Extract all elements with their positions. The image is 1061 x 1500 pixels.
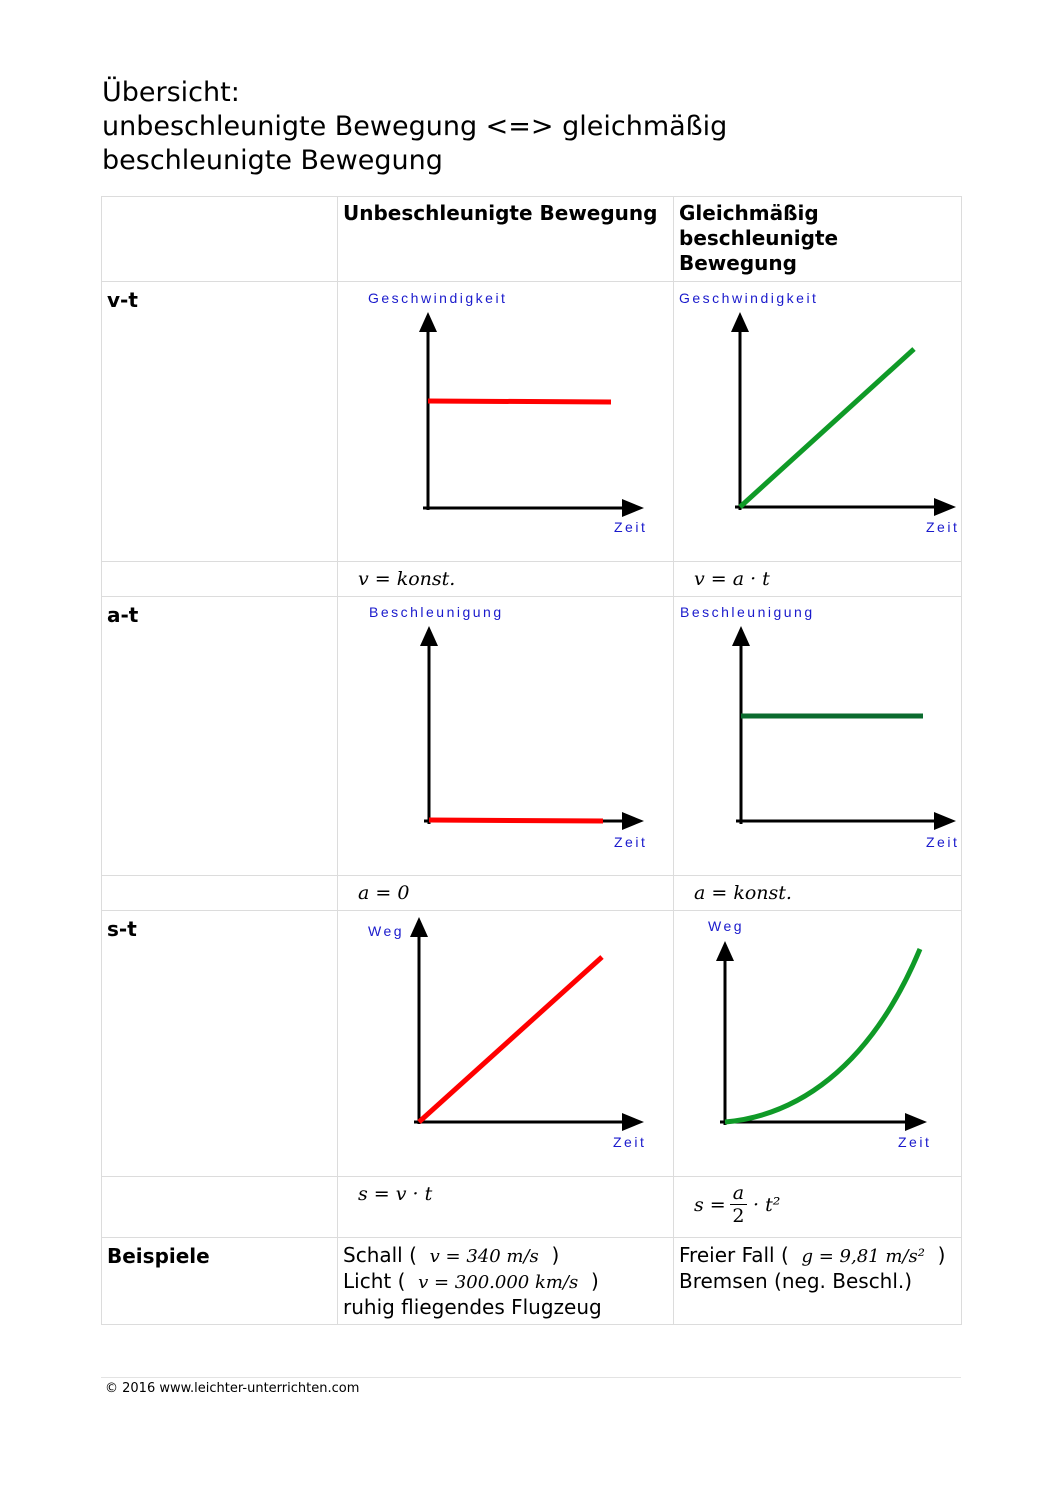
- corner-cell: [102, 197, 338, 282]
- y-axis-label: Weg: [368, 923, 405, 939]
- acceleration-line: [429, 820, 603, 821]
- st-formula-fraction: s = $\frac{a}{2}$ · t²: [694, 1182, 781, 1227]
- copyright-footer: © 2016 www.leichter-unterrichten.com: [105, 1381, 360, 1396]
- examples-row: [102, 1238, 962, 1325]
- st-graph-beschleunigt: [674, 911, 962, 1177]
- y-axis-arrow: [410, 917, 428, 937]
- example-flugzeug: ruhig fliegendes Flugzeug: [343, 1295, 602, 1319]
- at-graph-row: [102, 597, 962, 876]
- example-licht: Licht ( v = 300.000 km/s ): [343, 1269, 599, 1293]
- y-axis-arrow: [420, 626, 438, 646]
- x-axis-label: Zeit: [614, 519, 648, 535]
- x-axis-arrow: [905, 1113, 927, 1131]
- vt-graph-row: [102, 282, 962, 562]
- st-formula-row: [102, 1177, 962, 1238]
- example-bremsen: Bremsen (neg. Beschl.): [679, 1269, 913, 1293]
- at-formula-row: [102, 876, 962, 911]
- st-graph-row: [102, 911, 962, 1177]
- distance-line: [419, 957, 602, 1122]
- example-freier-fall: Freier Fall ( g = 9,81 m/s² ): [679, 1243, 946, 1267]
- vt-formula-row: [102, 562, 962, 597]
- x-axis-label: Zeit: [614, 834, 648, 850]
- x-axis-label: Zeit: [898, 1134, 932, 1150]
- st-formula-unbeschleunigt: s = v · t: [338, 1177, 674, 1238]
- page-title: [102, 76, 727, 178]
- x-axis-arrow: [934, 498, 956, 516]
- y-axis-arrow: [732, 626, 750, 646]
- x-axis-arrow: [622, 1113, 644, 1131]
- st-quadratic-chart: [674, 911, 962, 1175]
- st-linear-chart: [338, 911, 674, 1175]
- at-constant-chart: [674, 597, 962, 874]
- row-label-vt: v-t: [102, 282, 338, 562]
- empty-cell: [102, 562, 338, 597]
- title-line-3: beschleunigte Bewegung: [102, 145, 443, 176]
- velocity-line: [740, 349, 914, 507]
- x-axis-label: Zeit: [926, 519, 960, 535]
- vt-graph-unbeschleunigt: [338, 282, 674, 562]
- y-axis-arrow: [731, 312, 749, 332]
- vt-formula-beschleunigt: v = a · t: [674, 562, 962, 597]
- col-header-unbeschleunigt: Unbeschleunigte Bewegung: [338, 197, 674, 282]
- distance-curve: [725, 949, 920, 1122]
- examples-beschleunigt: [674, 1238, 962, 1325]
- x-axis-label: Zeit: [926, 834, 960, 850]
- vt-graph-beschleunigt: [674, 282, 962, 562]
- at-graph-beschleunigt: [674, 597, 962, 876]
- empty-cell: [102, 1177, 338, 1238]
- example-schall: Schall ( v = 340 m/s ): [343, 1243, 560, 1267]
- at-zero-chart: [338, 597, 674, 874]
- y-axis-arrow: [716, 941, 734, 961]
- col-header-beschleunigt: Gleichmäßig beschleunigte Bewegung: [674, 197, 962, 282]
- y-axis-arrow: [419, 312, 437, 332]
- y-axis-label: Weg: [708, 918, 745, 934]
- st-graph-unbeschleunigt: [338, 911, 674, 1177]
- y-axis-label: Beschleunigung: [680, 604, 815, 620]
- y-axis-label: Geschwindigkeit: [368, 290, 508, 306]
- row-label-beispiele: Beispiele: [102, 1238, 338, 1325]
- at-graph-unbeschleunigt: [338, 597, 674, 876]
- x-axis-arrow: [622, 812, 644, 830]
- title-line-1: Übersicht:: [102, 77, 240, 108]
- x-axis-arrow: [622, 499, 644, 517]
- vt-formula-unbeschleunigt: v = konst.: [338, 562, 674, 597]
- comparison-table: [101, 196, 962, 1325]
- at-formula-unbeschleunigt: a = 0: [338, 876, 674, 911]
- x-axis-label: Zeit: [613, 1134, 647, 1150]
- y-axis-label: Beschleunigung: [369, 604, 504, 620]
- velocity-line: [428, 401, 611, 402]
- st-formula-beschleunigt: [674, 1177, 962, 1238]
- row-label-at: a-t: [102, 597, 338, 876]
- examples-unbeschleunigt: [338, 1238, 674, 1325]
- at-formula-beschleunigt: a = konst.: [674, 876, 962, 911]
- vt-constant-chart: [338, 282, 674, 560]
- y-axis-label: Geschwindigkeit: [679, 290, 819, 306]
- title-line-2: unbeschleunigte Bewegung <=> gleichmäßig: [102, 111, 728, 142]
- x-axis-arrow: [934, 812, 956, 830]
- header-row: [102, 197, 962, 282]
- vt-linear-chart: [674, 282, 962, 560]
- row-label-st: s-t: [102, 911, 338, 1177]
- footer-divider: [101, 1377, 961, 1378]
- empty-cell: [102, 876, 338, 911]
